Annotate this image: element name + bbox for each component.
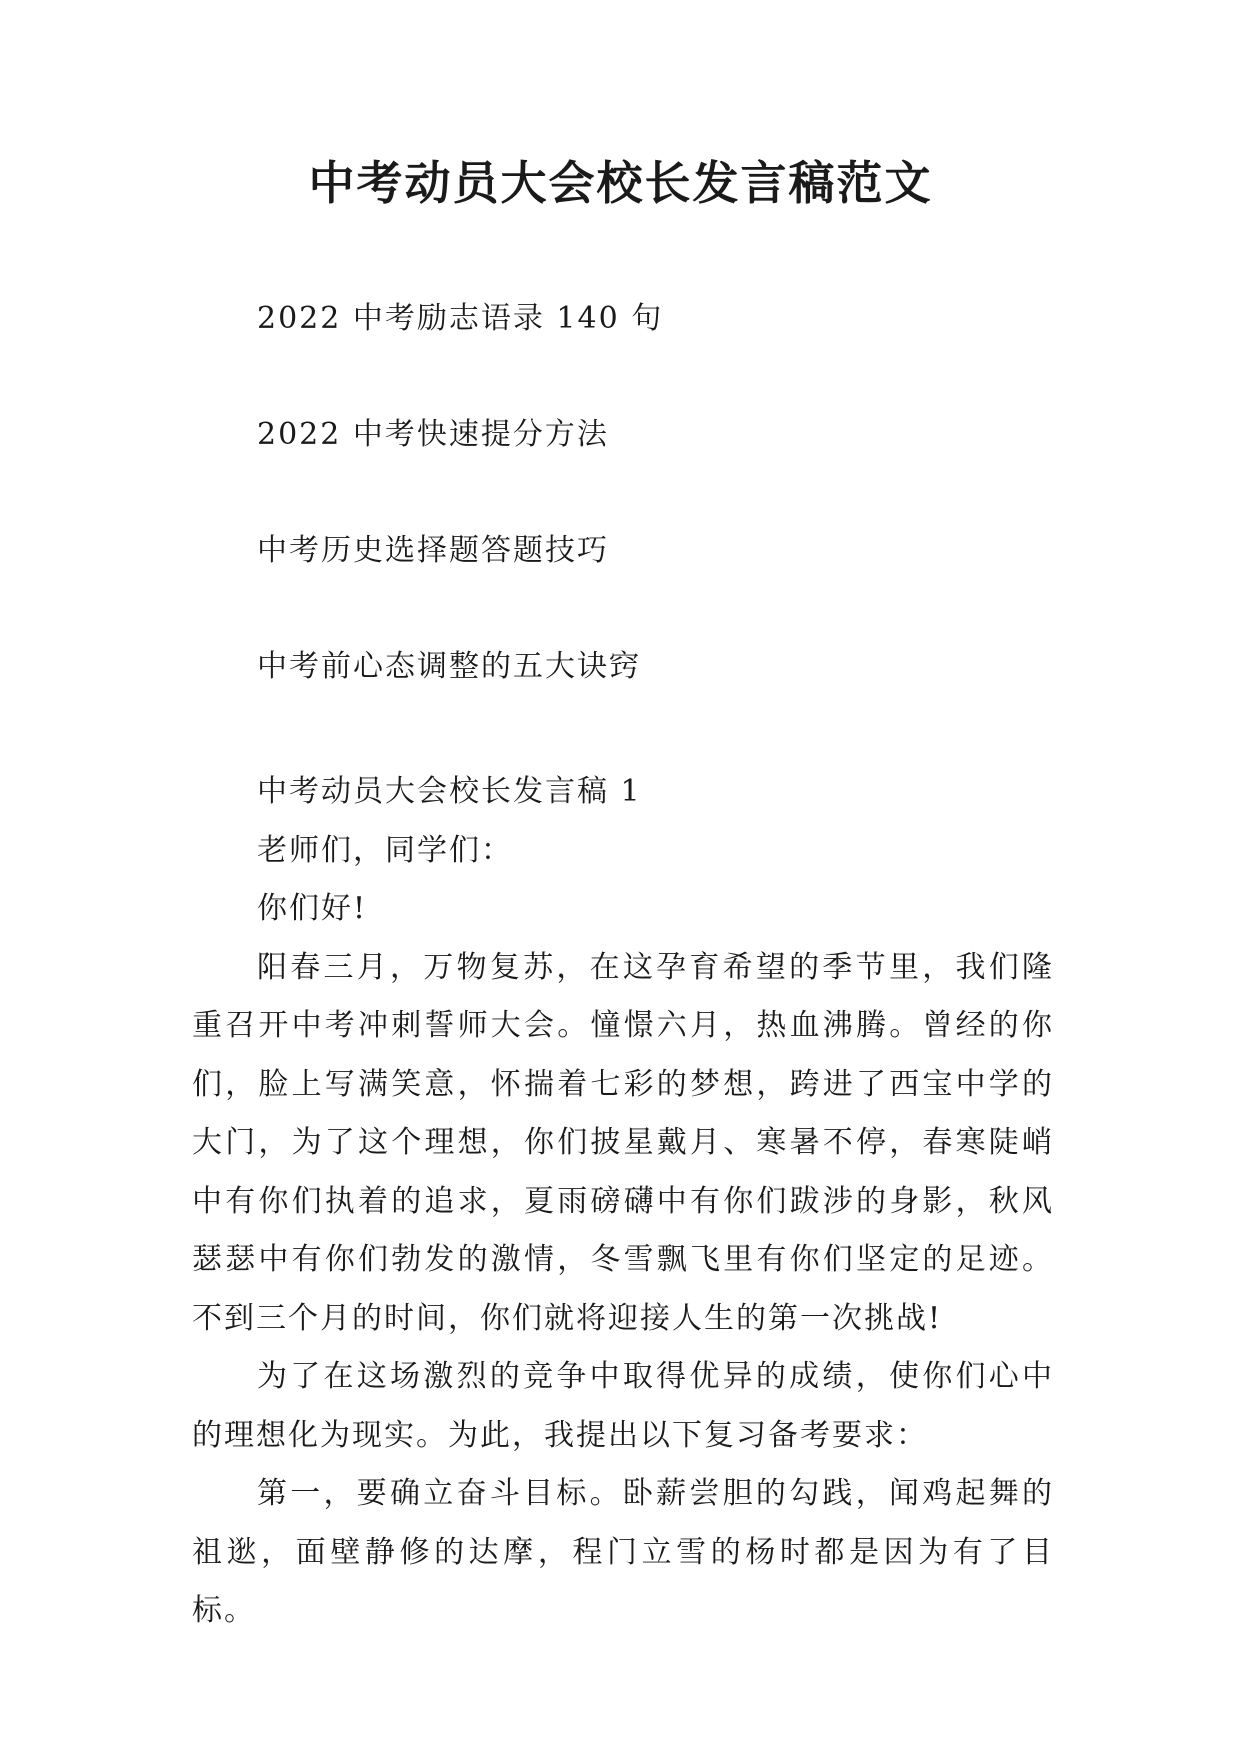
- paragraph-1: 阳春三月，万物复苏，在这孕育希望的季节里，我们隆重召开中考冲刺誓师大会。憧憬六月，热血沸腾。曾经的你们，脸上写满笑意，怀揣着七彩的梦想，跨进了西宝中学的大门，为了这个理想，你们披星戴月、寒暑不停，春寒陡峭中有你们执着的追求，夏雨磅礴中有你们跋涉的身影，秋风瑟瑟中有你们勃发的激情，冬雪飘飞里有你们坚定的足迹。不到三个月的时间，你们就将迎接人生的第一次挑战!: [192, 949, 1054, 1336]
- related-link-1[interactable]: 2022 中考励志语录 140 句: [257, 301, 664, 336]
- related-link-4[interactable]: 中考前心态调整的五大诀窍: [257, 649, 641, 684]
- paragraph-2: 为了在这场激烈的竞争中取得优异的成绩，使你们心中的理想化为现实。为此，我提出以下复习备考要求：: [192, 1359, 1054, 1453]
- section-heading: 中考动员大会校长发言稿 1: [257, 774, 642, 809]
- document-title: 中考动员大会校长发言稿范文: [308, 156, 933, 210]
- related-link-2[interactable]: 2022 中考快速提分方法: [257, 417, 609, 452]
- speech-body: [192, 763, 1054, 1641]
- related-link-3[interactable]: 中考历史选择题答题技巧: [257, 533, 609, 568]
- greeting: 你们好!: [257, 891, 368, 926]
- paragraph-3: 第一，要确立奋斗目标。卧薪尝胆的勾践，闻鸡起舞的祖逖，面壁静修的达摩，程门立雪的杨时都是因为有了目标。: [192, 1476, 1054, 1628]
- salutation: 老师们，同学们：: [257, 832, 513, 868]
